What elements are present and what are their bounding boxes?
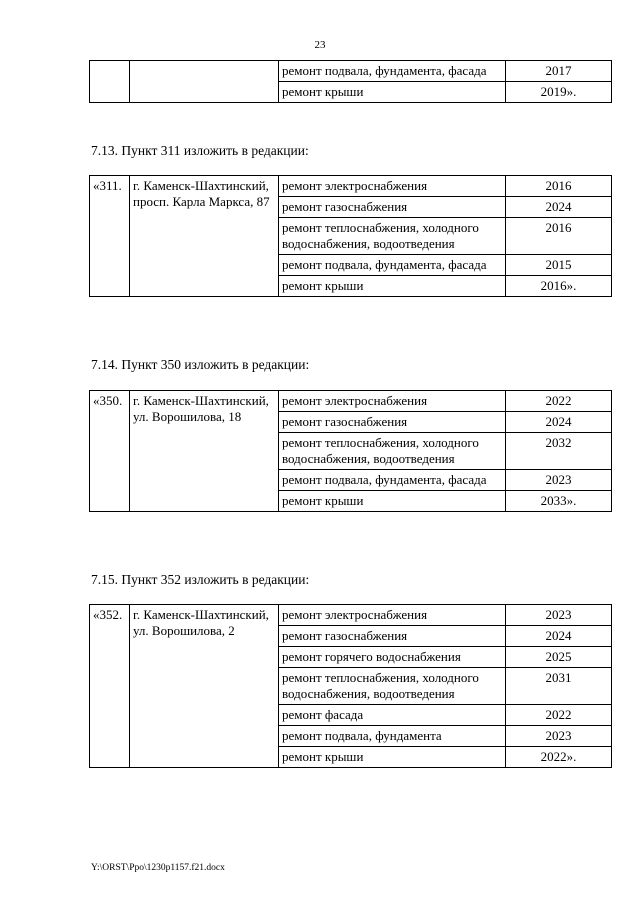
year-cell: 2016». bbox=[506, 276, 612, 297]
item-311-table bbox=[89, 175, 612, 297]
year-cell: 2033». bbox=[506, 491, 612, 512]
table-row bbox=[90, 176, 612, 197]
work-cell: ремонт теплоснабжения, холодного водоснабжения, водоотведения bbox=[279, 433, 506, 470]
year-cell: 2024 bbox=[506, 412, 612, 433]
page-number: 23 bbox=[314, 39, 326, 51]
work-cell: ремонт крыши bbox=[279, 82, 506, 103]
year-cell: 2024 bbox=[506, 626, 612, 647]
work-cell: ремонт газоснабжения bbox=[279, 626, 506, 647]
footer-file-path: Y:\ORST\Ppo\1230p1157.f21.docx bbox=[91, 863, 225, 873]
work-cell: ремонт газоснабжения bbox=[279, 197, 506, 218]
year-cell: 2024 bbox=[506, 197, 612, 218]
work-cell: ремонт горячего водоснабжения bbox=[279, 647, 506, 668]
item-number: «311. bbox=[90, 176, 130, 297]
year-cell: 2017 bbox=[506, 61, 612, 82]
work-cell: ремонт подвала, фундамента, фасада bbox=[279, 470, 506, 491]
year-cell: 2023 bbox=[506, 605, 612, 626]
section-heading: 7.13. Пункт 311 изложить в редакции: bbox=[91, 143, 309, 158]
table-row bbox=[90, 391, 612, 412]
item-350-table bbox=[89, 390, 612, 512]
address-cell bbox=[130, 61, 279, 103]
work-cell: ремонт электроснабжения bbox=[279, 391, 506, 412]
year-cell: 2023 bbox=[506, 470, 612, 491]
item-352-table bbox=[89, 604, 612, 768]
year-cell: 2016 bbox=[506, 176, 612, 197]
work-cell: ремонт крыши bbox=[279, 747, 506, 768]
num-cell bbox=[90, 61, 130, 103]
year-cell: 2015 bbox=[506, 255, 612, 276]
section-heading: 7.14. Пункт 350 изложить в редакции: bbox=[91, 357, 310, 372]
work-cell: ремонт электроснабжения bbox=[279, 605, 506, 626]
work-cell: ремонт подвала, фундамента, фасада bbox=[279, 255, 506, 276]
year-cell: 2016 bbox=[506, 218, 612, 255]
work-cell: ремонт подвала, фундамента, фасада bbox=[279, 61, 506, 82]
year-cell: 2022 bbox=[506, 391, 612, 412]
year-cell: 2019». bbox=[506, 82, 612, 103]
year-cell: 2023 bbox=[506, 726, 612, 747]
year-cell: 2025 bbox=[506, 647, 612, 668]
address-cell: г. Каменск-Шахтинский, просп. Карла Маркса, 87 bbox=[130, 176, 279, 297]
work-cell: ремонт подвала, фундамента bbox=[279, 726, 506, 747]
table-row bbox=[90, 61, 612, 82]
continuation-table bbox=[89, 60, 612, 103]
work-cell: ремонт крыши bbox=[279, 276, 506, 297]
item-number: «352. bbox=[90, 605, 130, 768]
year-cell: 2032 bbox=[506, 433, 612, 470]
work-cell: ремонт газоснабжения bbox=[279, 412, 506, 433]
work-cell: ремонт фасада bbox=[279, 705, 506, 726]
item-number: «350. bbox=[90, 391, 130, 512]
work-cell: ремонт теплоснабжения, холодного водоснабжения, водоотведения bbox=[279, 668, 506, 705]
table-row bbox=[90, 605, 612, 626]
work-cell: ремонт электроснабжения bbox=[279, 176, 506, 197]
section-heading: 7.15. Пункт 352 изложить в редакции: bbox=[91, 572, 310, 587]
year-cell: 2022 bbox=[506, 705, 612, 726]
year-cell: 2022». bbox=[506, 747, 612, 768]
work-cell: ремонт крыши bbox=[279, 491, 506, 512]
address-cell: г. Каменск-Шахтинский, ул. Ворошилова, 2 bbox=[130, 605, 279, 768]
work-cell: ремонт теплоснабжения, холодного водоснабжения, водоотведения bbox=[279, 218, 506, 255]
year-cell: 2031 bbox=[506, 668, 612, 705]
address-cell: г. Каменск-Шахтинский, ул. Ворошилова, 18 bbox=[130, 391, 279, 512]
